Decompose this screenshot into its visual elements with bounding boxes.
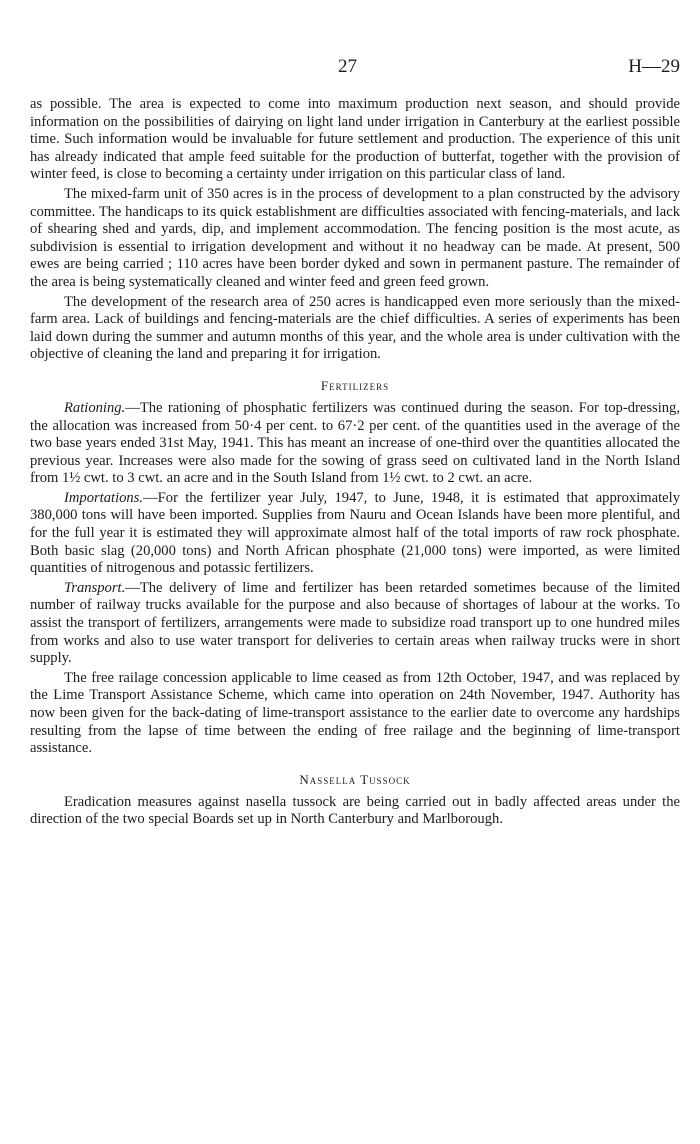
rationing-lead: Rationing.	[64, 399, 126, 416]
transport-lead: Transport.	[64, 579, 126, 596]
transport-text: —The delivery of lime and fertilizer has been retarded sometimes because of the limited number of railway trucks available for the purpose and also because of shortages of labour at the works. To assist the transport of fertilizers, arrangements were made to subsidize road transport up to one hundred miles from works and also to use water transport for deliveries to certain areas when railway trucks were in short supply.	[30, 579, 680, 667]
paragraph-dairying-unit: as possible. The area is expected to come into maximum production next season, and should provide information on the possibilities of dairying on light land under irrigation in Canterbury at the earliest possible time. Such information would be invaluable for future settlement and production. The experience of this unit has already indicated that ample feed suitable for the production of butterfat, together with the provision of winter feed, is close to becoming a certainty under irrigation on this particular class of land.	[30, 96, 680, 183]
rationing-text: —The rationing of phosphatic fertilizers was continued during the season. For top-dressing, the allocation was increased from 50·4 per cent. to 67·2 per cent. of the quantities used in the average of the two base years ended 31st May, 1941. This has meant an increase of one-third over the quantities allocated the previous year. Increases were also made for the sowing of grass seed on cultivated land in the North Island from 1½ cwt. to 3 cwt. an acre and in the South Island from 1½ cwt. to 2 cwt. an acre.	[30, 399, 680, 487]
importations-lead: Importations.	[64, 489, 144, 506]
section-heading-nassella-tussock: Nassella Tussock	[299, 771, 411, 787]
paragraph-importations	[30, 490, 680, 578]
paragraph-mixed-farm-unit: The mixed-farm unit of 350 acres is in the process of development to a plan constructed by the advisory committee. The handicaps to its quick establishment are difficulties associated with fencing-materials, and lack of shearing shed and yards, dip, and implement accommodation. The fencing position is the most acute, as subdivision is essential to irrigation development and without it no headway can be made. At present, 500 ewes are being carried ; 110 acres have been border dyked and sown in permanent pasture. The remainder of the area is being systematically cleaned and winter feed and green feed grown.	[30, 185, 680, 290]
paragraph-rationing	[30, 400, 680, 488]
document-reference: H—29	[628, 56, 680, 77]
page-number: 27	[338, 56, 357, 77]
running-head	[0, 56, 700, 78]
paragraph-research-area: The development of the research area of 250 acres is handicapped even more seriously than the mixed-farm area. Lack of buildings and fencing-materials are the chief difficulties. A series of experiments has been laid down during the summer and autumn months of this year, and the whole area is under cultivation with the objective of cleaning the land and preparing it for irrigation.	[30, 293, 680, 363]
importations-text: —For the fertilizer year July, 1947, to June, 1948, it is estimated that approximately 380,000 tons will have been imported. Supplies from Nauru and Ocean Islands have been more plentiful, and for the full year it is estimated they will approximate almost half of the total imports of raw rock phosphate. Both basic slag (20,000 tons) and North African phosphate (21,000 tons) were imported, as were limited quantities of nitrogenous and potassic fertilizers.	[30, 489, 680, 577]
section-heading-fertilizers: Fertilizers	[320, 377, 390, 393]
page-body	[30, 96, 680, 829]
paragraph-transport	[30, 580, 680, 668]
paragraph-free-railage: The free railage concession applicable to lime ceased as from 12th October, 1947, and was replaced by the Lime Transport Assistance Scheme, which came into operation on 24th November, 1947. Authority has now been given for the back-dating of lime-transport assistance to the earlier date to overcome any hardships resulting from the lapse of time between the ending of free railage and the beginning of lime-transport assistance.	[30, 669, 680, 757]
paragraph-nassella-eradication: Eradication measures against nasella tussock are being carried out in badly affected areas under the direction of the two special Boards set up in North Canterbury and Marlborough.	[30, 793, 680, 828]
